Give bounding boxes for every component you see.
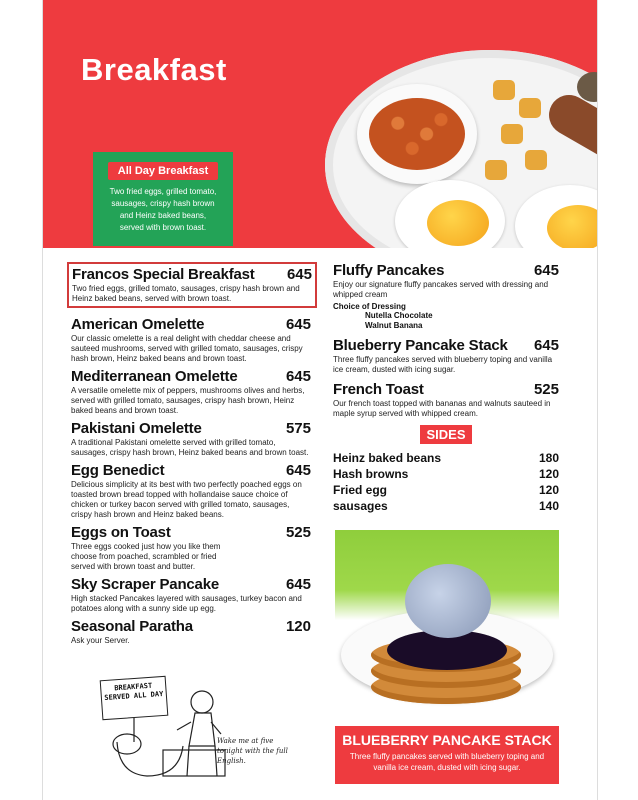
- item-name: Pakistani Omelette: [71, 420, 202, 437]
- side-item[interactable]: [333, 466, 559, 482]
- item-desc: Our french toast topped with bananas and walnuts sauteed in maple syrup served with whipped cream.: [333, 399, 551, 418]
- page-title: Breakfast: [81, 52, 227, 87]
- side-item[interactable]: [333, 482, 559, 498]
- item-price: 645: [533, 337, 559, 354]
- promo-title: BLUEBERRY PANCAKE STACK: [342, 732, 552, 748]
- item-desc: Three eggs cooked just how you like them choose from poached, scrambled or fried served with brown toast and butter.: [71, 542, 221, 571]
- dressing-title: Choice of Dressing: [333, 302, 406, 311]
- item-price: 525: [533, 381, 559, 398]
- plate: [325, 50, 598, 248]
- fried-egg: [515, 185, 598, 248]
- item-name: Egg Benedict: [71, 462, 165, 479]
- promo-banner: [335, 726, 559, 784]
- menu-item[interactable]: [67, 262, 317, 308]
- item-name: Eggs on Toast: [71, 524, 171, 541]
- item-price: 645: [285, 576, 311, 593]
- menu-item[interactable]: [71, 368, 311, 416]
- item-desc: Enjoy our signature fluffy pancakes served with dressing and whipped cream: [333, 280, 549, 299]
- item-desc: A traditional Pakistani omelette served with grilled tomato, sausages, crispy hash brown, Heinz baked beans and brown toast.: [71, 438, 309, 457]
- menu-item[interactable]: [71, 618, 311, 646]
- promo-card: [335, 530, 559, 784]
- item-desc: Three fluffy pancakes served with blueberry toping and vanilla ice cream, dusted with icing sugar.: [333, 355, 553, 374]
- item-name: American Omelette: [71, 316, 205, 333]
- featured-desc: Two fried eggs, grilled tomato, sausages, crispy hash brown and Heinz baked beans, served with brown toast.: [109, 187, 217, 232]
- sides-list: [333, 450, 559, 514]
- potato: [525, 150, 547, 170]
- ice-cream-scoop: [405, 564, 491, 638]
- cartoon-sign: BREAKFAST SERVED ALL DAY: [100, 676, 169, 721]
- fried-egg: [395, 180, 505, 248]
- item-desc: Delicious simplicity at its best with two perfectly poached eggs on toasted brown bread topped with hollandaise sauce choice of chicken or turkey bacon served with grilled tomato, sausages, crispy hash brown and Heinz baked beans.: [71, 480, 302, 519]
- side-name: sausages: [333, 499, 388, 513]
- item-desc: Our classic omelette is a real delight with cheddar cheese and sauteed mushrooms, served with grilled tomato, sausages, crispy hash brown, Heinz baked beans and brown toast.: [71, 334, 303, 363]
- promo-desc: Three fluffy pancakes served with blueberry toping and vanilla ice cream, dusted with icing sugar.: [349, 752, 545, 772]
- hero-banner: [43, 0, 598, 248]
- item-name: French Toast: [333, 381, 424, 398]
- cartoon-caption: Wake me at five tonight with the full English.: [217, 737, 288, 765]
- potato: [493, 80, 515, 100]
- item-name: Blueberry Pancake Stack: [333, 337, 508, 354]
- item-name: Fluffy Pancakes: [333, 262, 445, 279]
- side-name: Heinz baked beans: [333, 451, 442, 465]
- item-price: 645: [286, 266, 312, 283]
- side-price: 140: [538, 499, 559, 513]
- item-price: 575: [285, 420, 311, 437]
- side-item[interactable]: [333, 498, 559, 514]
- dressing-option: Walnut Banana: [365, 321, 423, 330]
- menu-column-left: [71, 262, 311, 650]
- menu-item[interactable]: [71, 462, 311, 520]
- item-name: Francos Special Breakfast: [72, 266, 255, 283]
- item-name: Mediterranean Omelette: [71, 368, 238, 385]
- breakfast-plate-photo: [315, 30, 598, 248]
- pancake-stack-photo: [335, 530, 559, 726]
- item-desc: Two fried eggs, grilled tomato, sausages, crispy hash brown and Heinz baked beans, served with brown toast.: [72, 284, 300, 303]
- menu-page: [42, 0, 598, 800]
- item-desc: A versatile omelette mix of peppers, mushrooms olives and herbs, served with grilled tomato, sausages, crispy hash brown, Heinz baked beans and brown toast.: [71, 386, 305, 415]
- side-item[interactable]: [333, 450, 559, 466]
- item-price: 645: [285, 316, 311, 333]
- item-desc: Ask your Server.: [71, 636, 130, 645]
- menu-item[interactable]: [71, 576, 311, 614]
- cartoon-illustration: [87, 672, 297, 782]
- side-price: 180: [538, 451, 559, 465]
- menu-item[interactable]: [71, 420, 311, 458]
- side-name: Fried egg: [333, 483, 388, 497]
- side-price: 120: [538, 483, 559, 497]
- menu-item[interactable]: [333, 381, 559, 419]
- item-price: 525: [285, 524, 311, 541]
- potato: [501, 124, 523, 144]
- dressing-option: Nutella Chocolate: [365, 311, 433, 320]
- menu-item[interactable]: [333, 337, 559, 375]
- side-name: Hash browns: [333, 467, 409, 481]
- item-price: 645: [533, 262, 559, 279]
- item-name: Seasonal Paratha: [71, 618, 193, 635]
- potato: [485, 160, 507, 180]
- item-name: Sky Scraper Pancake: [71, 576, 219, 593]
- menu-item[interactable]: [71, 316, 311, 364]
- featured-box: [93, 152, 233, 246]
- sides-label: SIDES: [420, 425, 472, 444]
- beans-bowl: [357, 84, 477, 184]
- item-price: 645: [285, 368, 311, 385]
- menu-column-right: [333, 262, 559, 514]
- featured-label: All Day Breakfast: [108, 162, 219, 180]
- menu-item[interactable]: [333, 262, 559, 331]
- menu-item[interactable]: [71, 524, 311, 572]
- item-desc: High stacked Pancakes layered with sausages, turkey bacon and potatoes along with a sunny side up egg.: [71, 594, 302, 613]
- side-price: 120: [538, 467, 559, 481]
- potato: [519, 98, 541, 118]
- item-price: 120: [285, 618, 311, 635]
- item-price: 645: [285, 462, 311, 479]
